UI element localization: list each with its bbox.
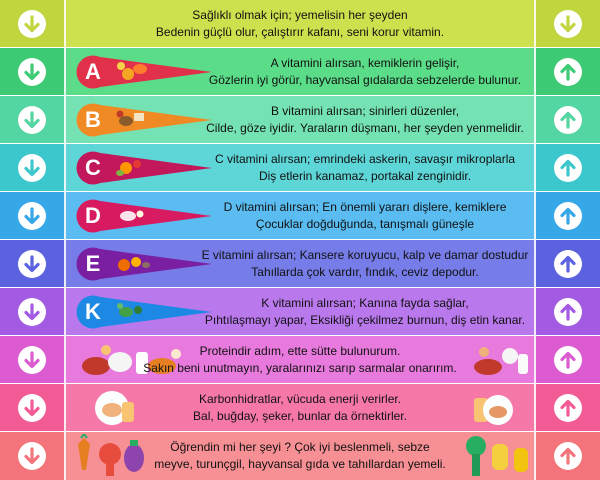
band-outro: [0, 432, 600, 480]
down-arrow-circle-icon: [18, 346, 46, 374]
vitamin-letter: E: [78, 249, 108, 279]
band-text: [196, 144, 534, 191]
left-column: [0, 48, 64, 95]
band-vitamin-d: [0, 192, 600, 239]
text-line-2: Bedenin güçlü olur, çalıştırır kafanı, seni korur vitamin.: [155, 24, 445, 39]
text-line-2: Pıhtılaşmayı yapar, Eksikliği çekilmez burnun, diş etin kanar.: [204, 312, 526, 327]
vegetable-characters-icon: [72, 434, 156, 480]
down-arrow-circle-icon: [18, 442, 46, 470]
up-arrow-circle-icon: [554, 106, 582, 134]
text-line-1: Öğrendin mi her şeyi ? Çok iyi beslenmeli, sebze: [170, 440, 430, 454]
vitamin-badge: [76, 151, 212, 185]
left-column: [0, 336, 64, 383]
text-line-2: Gözlerin iyi görür, hayvansal gıdalarda sebzelerde bulunur.: [208, 72, 522, 87]
down-arrow-circle-icon: [18, 58, 46, 86]
text-line-2: Çocuklar doğduğunda, tanışmalı güneşle: [255, 216, 475, 231]
down-arrow-circle-icon: [18, 10, 46, 38]
down-arrow-circle-icon: [18, 154, 46, 182]
band-vitamin-b: [0, 96, 600, 143]
left-column: [0, 192, 64, 239]
left-column: [0, 96, 64, 143]
down-arrow-circle-icon: [554, 10, 582, 38]
text-line-1: Proteindir adım, ette sütte bulunurum.: [199, 343, 401, 358]
up-arrow-circle-icon: [554, 154, 582, 182]
band-text: [66, 0, 534, 47]
up-arrow-circle-icon: [554, 298, 582, 326]
right-column: [536, 288, 600, 335]
band-protein: [0, 336, 600, 383]
band-text: [196, 48, 534, 95]
band-text: [196, 96, 534, 143]
right-column: [536, 48, 600, 95]
vegetable-characters-icon: [460, 434, 536, 480]
band-intro: [0, 0, 600, 47]
vitamin-letter: K: [78, 297, 108, 327]
band-text: [196, 240, 534, 287]
band-vitamin-a: [0, 48, 600, 95]
band-text: [193, 384, 407, 431]
carbohydrate-foods-icon: [470, 388, 516, 428]
text-line-2: Bal, buğday, şeker, bunlar da örnektirler.: [193, 408, 407, 423]
band-carbohydrates: [0, 384, 600, 431]
left-column: [0, 384, 64, 431]
vitamin-badge: [76, 295, 212, 329]
down-arrow-circle-icon: [18, 394, 46, 422]
band-text: [154, 432, 446, 480]
text-line-1: K vitamini alırsan; Kanına fayda sağlar,: [261, 295, 469, 310]
left-column: [0, 240, 64, 287]
vitamin-badge: [76, 55, 212, 89]
band-content: [64, 0, 536, 47]
right-column: [536, 432, 600, 480]
left-column: [0, 0, 64, 47]
up-arrow-circle-icon: [554, 202, 582, 230]
vitamin-letter: C: [78, 153, 108, 183]
text-line-2: Cilde, göze iyidir. Yaraların düşmanı, her şeyden yenmelidir.: [206, 120, 524, 135]
right-column: [536, 0, 600, 47]
text-line-1: Sağlıklı olmak için; yemelisin her şeyden: [192, 7, 408, 22]
text-line-1: E vitamini alırsan; Kansere koruyucu, kalp ve damar dostudur: [201, 247, 529, 262]
vitamin-letter: A: [78, 57, 108, 87]
vitamin-letter: D: [78, 201, 108, 231]
band-text: [143, 336, 457, 383]
right-column: [536, 192, 600, 239]
text-line-2: Tahıllarda çok vardır, fındık, ceviz depodur.: [251, 264, 479, 279]
up-arrow-circle-icon: [554, 250, 582, 278]
up-arrow-circle-icon: [554, 442, 582, 470]
text-line-1: D vitamini alırsan; En önemli yararı dişlere, kemiklere: [223, 199, 507, 214]
up-arrow-circle-icon: [554, 346, 582, 374]
band-text: [196, 288, 534, 335]
right-column: [536, 384, 600, 431]
down-arrow-circle-icon: [18, 250, 46, 278]
left-column: [0, 288, 64, 335]
right-column: [536, 144, 600, 191]
down-arrow-circle-icon: [18, 106, 46, 134]
vitamin-letter: B: [78, 105, 108, 135]
band-text: [196, 192, 534, 239]
left-column: [0, 144, 64, 191]
band-vitamin-k: [0, 288, 600, 335]
text-line-1: A vitamini alırsan, kemiklerin gelişir,: [270, 55, 460, 70]
text-line-1: C vitamini alırsan; emrindeki askerin, savaşır mikroplarla: [214, 151, 516, 166]
up-arrow-circle-icon: [554, 394, 582, 422]
vitamin-badge: [76, 199, 212, 233]
right-column: [536, 336, 600, 383]
down-arrow-circle-icon: [18, 298, 46, 326]
band-vitamin-e: [0, 240, 600, 287]
text-line-1: B vitamini alırsan; sinirleri düzenler,: [270, 103, 460, 118]
band-vitamin-c: [0, 144, 600, 191]
vitamin-badge: [76, 103, 212, 137]
up-arrow-circle-icon: [554, 58, 582, 86]
down-arrow-circle-icon: [18, 202, 46, 230]
text-line-1: Karbonhidratlar, vücuda enerji verirler.: [198, 391, 402, 406]
left-column: [0, 432, 64, 480]
text-line-2: Diş etlerin kanamaz, portakal zenginidir.: [258, 168, 472, 183]
right-column: [536, 240, 600, 287]
right-column: [536, 96, 600, 143]
protein-foods-icon: [470, 340, 532, 380]
text-line-2: Sakın beni unutmayın, yaralarınızı sarıp sarmalar onarırım.: [143, 360, 457, 375]
text-line-2: meyve, turunçgil, hayvansal gıda ve tahıllardan yemeli.: [154, 457, 446, 471]
vitamin-badge: [76, 247, 212, 281]
carbohydrate-foods-icon: [92, 388, 138, 428]
